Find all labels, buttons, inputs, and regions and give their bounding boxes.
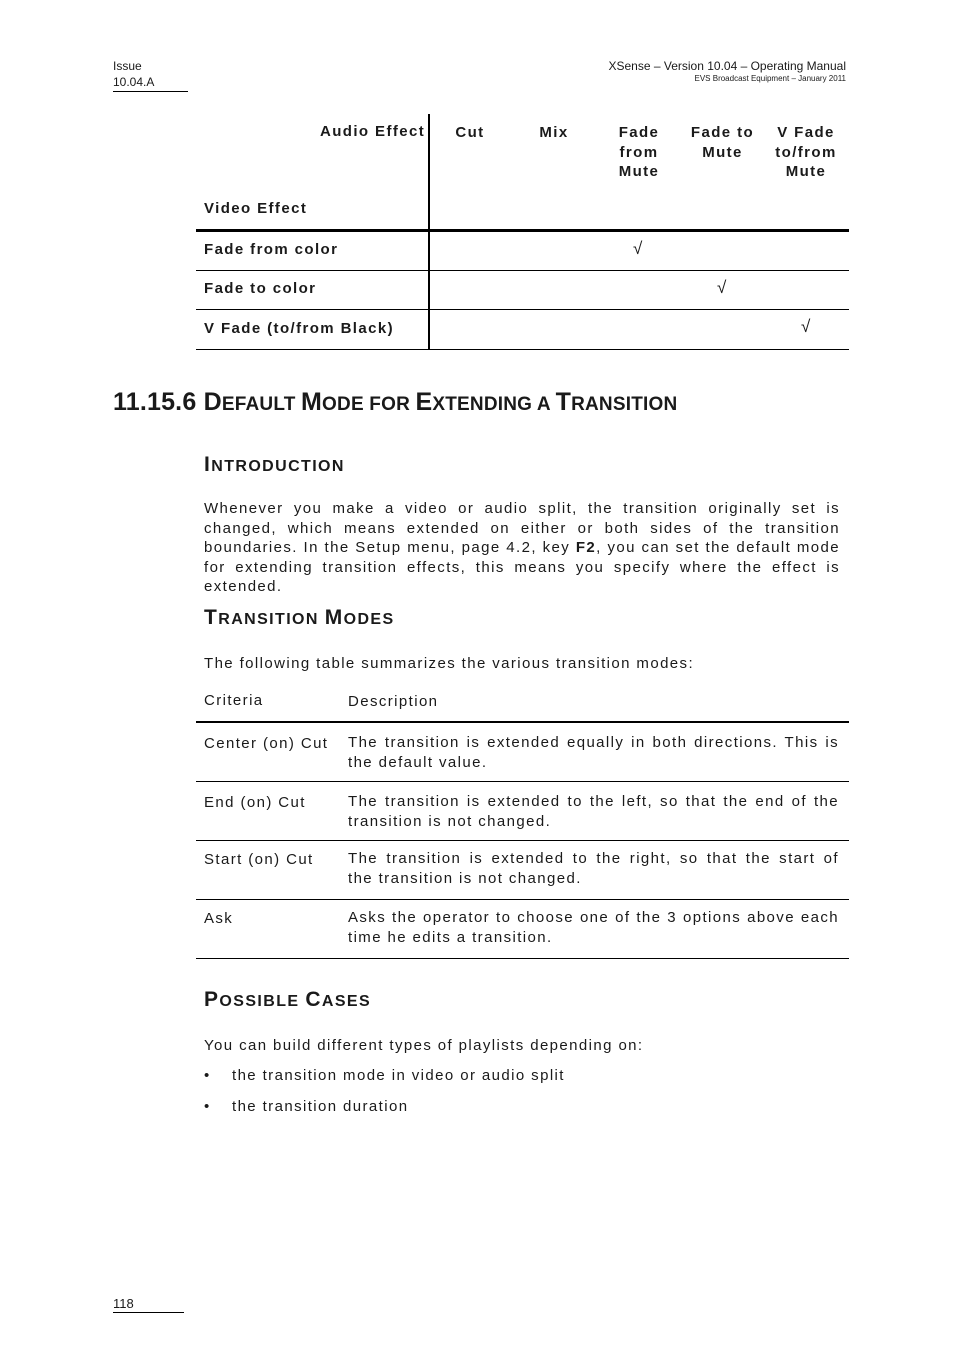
heading-part: ODES — [343, 611, 395, 628]
description-cell: The transition is extended to the left, so that the end of the transition is not changed. — [348, 793, 839, 830]
heading-part: T — [204, 606, 219, 629]
bullet-icon: • — [204, 1067, 211, 1084]
audio-effect-label: Audio Effect — [320, 123, 426, 140]
matrix-row-label: V Fade (to/from Black) — [204, 320, 394, 337]
matrix-row-rule — [196, 270, 849, 271]
section-title-part: ODE FOR — [322, 394, 416, 415]
criteria-cell: Start (on) Cut — [204, 851, 314, 868]
check-mark-icon: √ — [717, 278, 727, 297]
table-row — [196, 723, 849, 782]
key-name: F2 — [575, 539, 597, 556]
matrix-row-label: Fade to color — [204, 280, 317, 297]
heading-part: P — [204, 988, 220, 1011]
description-cell: Asks the operator to choose one of the 3 options above each time he edits a transition. — [348, 909, 839, 946]
table-header-row — [196, 684, 849, 723]
table-row — [196, 782, 849, 841]
introduction-heading — [204, 453, 345, 477]
matrix-col-header: Fade to Mute — [690, 124, 755, 161]
issue-number: 10.04.A — [113, 75, 155, 89]
intro-text: Whenever you make a video or audio split, the transition originally set is changed, which means extended on either or both sides of the transition boundaries. In the Setup menu, page 4.2, key — [204, 500, 840, 556]
description-header: Description — [348, 693, 439, 710]
section-title-part: XTENDING A — [432, 394, 556, 415]
section-title — [204, 388, 678, 416]
criteria-cell: Center (on) Cut — [204, 735, 329, 752]
matrix-header-rule — [196, 229, 849, 232]
possible-cases-intro: You can build different types of playlists depending on: — [204, 1037, 644, 1054]
section-title-part: D — [203, 388, 222, 416]
heading-part: ASES — [321, 993, 372, 1010]
check-mark-icon: √ — [801, 317, 811, 336]
transition-modes-table — [196, 684, 849, 959]
section-title-part: EFAULT — [221, 394, 302, 415]
section-title-part: M — [301, 388, 323, 416]
list-item — [204, 1067, 565, 1084]
matrix-col-header: Fade from Mute — [618, 124, 660, 180]
manual-subtitle: EVS Broadcast Equipment – January 2011 — [694, 74, 846, 83]
video-effect-label: Video Effect — [204, 200, 308, 217]
list-item-text: the transition duration — [232, 1098, 409, 1115]
list-item-text: the transition mode in video or audio split — [232, 1067, 565, 1084]
section-number: 11.15.6 — [113, 388, 197, 416]
page-number: 118 — [113, 1296, 184, 1313]
section-title-part: T — [555, 388, 572, 416]
matrix-bottom-rule — [196, 349, 849, 350]
table-row — [196, 841, 849, 900]
section-title-part: RANSITION — [571, 394, 678, 415]
check-mark-icon: √ — [633, 239, 643, 258]
introduction-paragraph — [204, 499, 840, 597]
description-cell: The transition is extended to the right, so that the start of the transition is not changed. — [348, 850, 839, 887]
description-cell: The transition is extended equally in both directions. This is the default value. — [348, 734, 839, 771]
heading-part: OSSIBLE — [219, 993, 306, 1010]
matrix-col-header: Mix — [539, 124, 569, 141]
matrix-col-header: V Fade to/from Mute — [775, 124, 837, 180]
criteria-cell: Ask — [204, 910, 234, 927]
possible-cases-heading — [204, 988, 371, 1012]
section-title-part: E — [415, 388, 433, 416]
issue-label: Issue — [113, 59, 142, 73]
matrix-divider — [428, 114, 430, 350]
manual-title: XSense – Version 10.04 – Operating Manual — [608, 59, 846, 73]
matrix-row-label: Fade from color — [204, 241, 339, 258]
intro-text: , you can set the default mode for extending transition effects, this means you specify where the effect is extended. — [204, 539, 840, 595]
header-manual — [609, 58, 847, 84]
matrix-col-header: Cut — [455, 124, 485, 141]
effects-matrix — [196, 114, 849, 350]
heading-part: M — [324, 606, 344, 629]
table-row — [196, 900, 849, 959]
heading-part: RANSITION — [218, 611, 325, 628]
criteria-cell: End (on) Cut — [204, 794, 306, 811]
heading-part: C — [305, 988, 322, 1011]
heading-part: I — [204, 453, 212, 476]
matrix-row-rule — [196, 309, 849, 310]
criteria-header: Criteria — [204, 692, 264, 709]
transition-modes-intro: The following table summarizes the various transition modes: — [204, 655, 695, 672]
section-heading — [113, 388, 677, 417]
transition-modes-heading — [204, 606, 395, 630]
heading-part: NTRODUCTION — [211, 458, 345, 475]
list-item — [204, 1098, 408, 1115]
bullet-icon: • — [204, 1098, 211, 1115]
header-issue — [113, 58, 188, 92]
